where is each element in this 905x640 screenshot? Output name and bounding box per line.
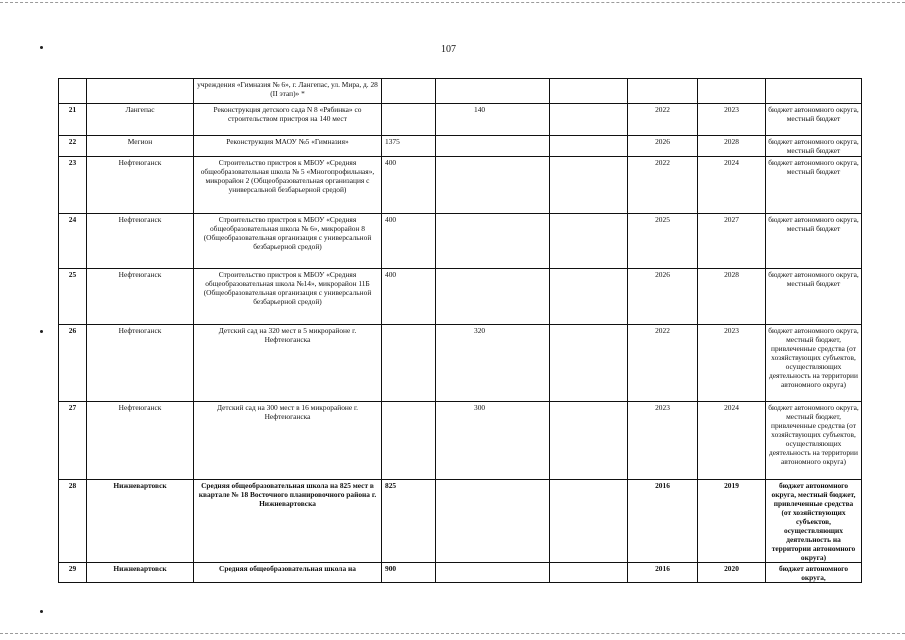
municipality: Нижневартовск xyxy=(87,480,194,563)
capacity-kindergarten xyxy=(436,269,550,325)
capacity-places: 900 xyxy=(382,563,436,583)
object-name: учреждения «Гимназия № 6», г. Лангепас, ул. Мира, д. 28 (II этап)» * xyxy=(194,79,382,104)
funding-source xyxy=(766,79,862,104)
table-row xyxy=(59,325,862,402)
capacity-kindergarten xyxy=(436,214,550,269)
row-number: 21 xyxy=(59,104,87,136)
capacity-places xyxy=(382,79,436,104)
row-number xyxy=(59,79,87,104)
start-year: 2026 xyxy=(628,136,698,157)
row-number: 24 xyxy=(59,214,87,269)
municipality: Нефтеюганск xyxy=(87,325,194,402)
municipality: Нижневартовск xyxy=(87,563,194,583)
end-year: 2020 xyxy=(698,563,766,583)
row-number: 22 xyxy=(59,136,87,157)
table-row xyxy=(59,402,862,480)
start-year: 2022 xyxy=(628,157,698,214)
start-year: 2025 xyxy=(628,214,698,269)
municipality: Нефтеюганск xyxy=(87,157,194,214)
capacity-kindergarten xyxy=(436,79,550,104)
capacity-places: 400 xyxy=(382,214,436,269)
capacity-kindergarten xyxy=(436,480,550,563)
end-year: 2028 xyxy=(698,136,766,157)
start-year: 2016 xyxy=(628,563,698,583)
funding-source: бюджет автономного округа, местный бюджет, привлеченные средства (от хозяйствующих субъектов, осуществляющих деятельность на территории автономного округа) xyxy=(766,480,862,563)
capacity-other xyxy=(550,269,628,325)
object-name: Строительство пристроя к МБОУ «Средняя общеобразовательная школа № 6», микрорайон 8 (Общеобразовательная организация с универсальной безбарьерной средой) xyxy=(194,214,382,269)
capacity-kindergarten xyxy=(436,136,550,157)
capacity-other xyxy=(550,402,628,480)
capacity-places: 1375 xyxy=(382,136,436,157)
capacity-other xyxy=(550,214,628,269)
start-year: 2022 xyxy=(628,104,698,136)
start-year xyxy=(628,79,698,104)
table-row xyxy=(59,104,862,136)
objects-table xyxy=(58,78,862,583)
capacity-places xyxy=(382,402,436,480)
object-name: Средняя общеобразовательная школа на 825 мест в квартале № 18 Восточного планировочного района г. Нижневартовска xyxy=(194,480,382,563)
funding-source: бюджет автономного округа, xyxy=(766,563,862,583)
capacity-kindergarten xyxy=(436,563,550,583)
municipality: Лангепас xyxy=(87,104,194,136)
object-name: Строительство пристроя к МБОУ «Средняя общеобразовательная школа №14», микрорайон 11Б (Общеобразовательная организация с универсальной безбарьерной средой) xyxy=(194,269,382,325)
row-number: 27 xyxy=(59,402,87,480)
row-number: 25 xyxy=(59,269,87,325)
municipality: Нефтеюганск xyxy=(87,214,194,269)
end-year xyxy=(698,79,766,104)
capacity-places: 400 xyxy=(382,269,436,325)
funding-source: бюджет автономного округа, местный бюджет xyxy=(766,269,862,325)
row-number: 29 xyxy=(59,563,87,583)
table-row xyxy=(59,563,862,583)
scan-speck xyxy=(40,330,43,333)
end-year: 2023 xyxy=(698,104,766,136)
municipality: Нефтеюганск xyxy=(87,269,194,325)
capacity-other xyxy=(550,325,628,402)
funding-source: бюджет автономного округа, местный бюджет xyxy=(766,157,862,214)
table-row xyxy=(59,136,862,157)
start-year: 2016 xyxy=(628,480,698,563)
end-year: 2024 xyxy=(698,157,766,214)
capacity-places: 825 xyxy=(382,480,436,563)
funding-source: бюджет автономного округа, местный бюджет xyxy=(766,136,862,157)
table-row xyxy=(59,269,862,325)
capacity-places xyxy=(382,104,436,136)
table-row xyxy=(59,157,862,214)
object-name: Реконструкция МАОУ №5 «Гимназия» xyxy=(194,136,382,157)
object-name: Реконструкция детского сада N 8 «Рябинка» со строительством пристроя на 140 мест xyxy=(194,104,382,136)
scan-edge-top xyxy=(0,2,905,3)
start-year: 2022 xyxy=(628,325,698,402)
scan-speck xyxy=(40,610,43,613)
page-number: 107 xyxy=(441,44,456,55)
scan-speck xyxy=(40,46,43,49)
capacity-kindergarten: 320 xyxy=(436,325,550,402)
funding-source: бюджет автономного округа, местный бюджет xyxy=(766,214,862,269)
end-year: 2024 xyxy=(698,402,766,480)
capacity-other xyxy=(550,157,628,214)
object-name: Строительство пристроя к МБОУ «Средняя общеобразовательная школа № 5 «Многопрофильная», микрорайон 2 (Общеобразовательная организация с универсальной безбарьерной средой) xyxy=(194,157,382,214)
row-number: 28 xyxy=(59,480,87,563)
funding-source: бюджет автономного округа, местный бюджет, привлеченные средства (от хозяйствующих субъектов, осуществляющих деятельность на территории автономного округа) xyxy=(766,325,862,402)
capacity-kindergarten: 300 xyxy=(436,402,550,480)
end-year: 2019 xyxy=(698,480,766,563)
start-year: 2026 xyxy=(628,269,698,325)
funding-source: бюджет автономного округа, местный бюджет, привлеченные средства (от хозяйствующих субъектов, осуществляющих деятельность на территории автономного округа) xyxy=(766,402,862,480)
capacity-kindergarten: 140 xyxy=(436,104,550,136)
table-row xyxy=(59,480,862,563)
capacity-kindergarten xyxy=(436,157,550,214)
funding-source: бюджет автономного округа, местный бюджет xyxy=(766,104,862,136)
capacity-other xyxy=(550,563,628,583)
capacity-other xyxy=(550,480,628,563)
capacity-other xyxy=(550,136,628,157)
scan-edge-bottom xyxy=(0,633,905,634)
capacity-other xyxy=(550,79,628,104)
start-year: 2023 xyxy=(628,402,698,480)
municipality xyxy=(87,79,194,104)
end-year: 2023 xyxy=(698,325,766,402)
municipality: Мегион xyxy=(87,136,194,157)
end-year: 2027 xyxy=(698,214,766,269)
object-name: Детский сад на 300 мест в 16 микрорайоне г. Нефтеюганска xyxy=(194,402,382,480)
table-row xyxy=(59,214,862,269)
end-year: 2028 xyxy=(698,269,766,325)
object-name: Детский сад на 320 мест в 5 микрорайоне г. Нефтеюганска xyxy=(194,325,382,402)
capacity-places xyxy=(382,325,436,402)
row-number: 23 xyxy=(59,157,87,214)
object-name: Средняя общеобразовательная школа на xyxy=(194,563,382,583)
table-row xyxy=(59,79,862,104)
municipality: Нефтеюганск xyxy=(87,402,194,480)
capacity-other xyxy=(550,104,628,136)
capacity-places: 400 xyxy=(382,157,436,214)
row-number: 26 xyxy=(59,325,87,402)
